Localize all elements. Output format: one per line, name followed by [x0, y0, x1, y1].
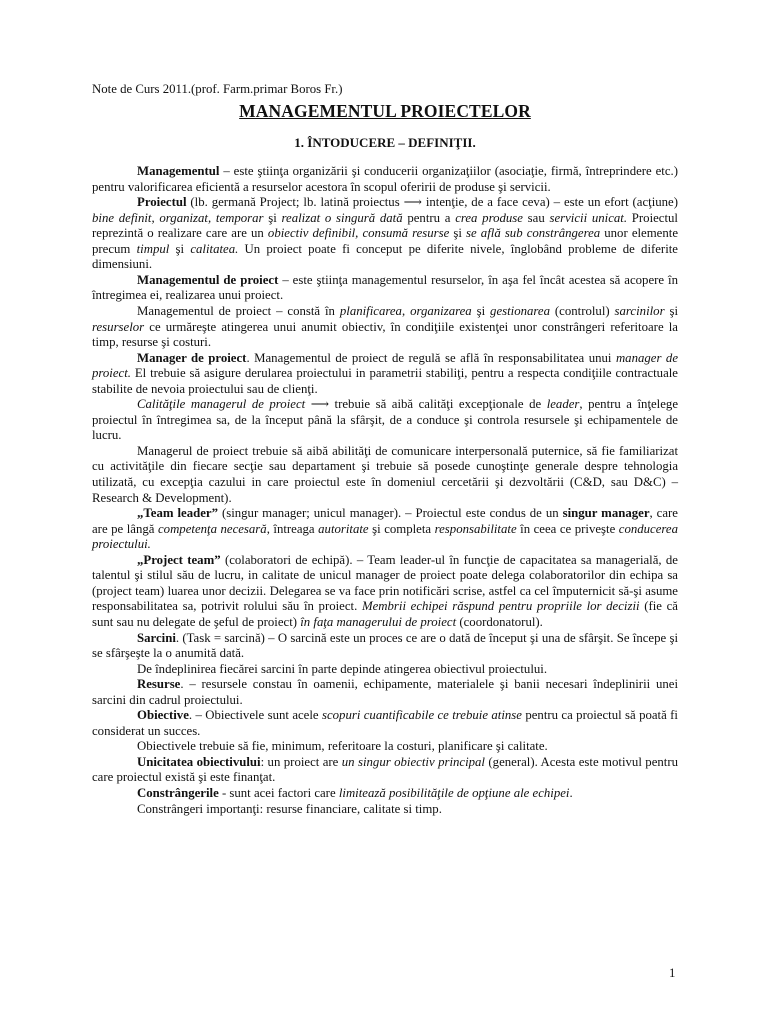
text-run: . Managementul de proiect de regulă se află în responsabilitatea unui	[246, 350, 616, 365]
text-run: Un proiect poate fi conceput pe diferite nivele, înglobând probleme de diferite dimensiuni.	[92, 241, 678, 272]
paragraph	[92, 506, 678, 553]
paragraph	[92, 304, 678, 351]
italic-phrase: crea produse	[455, 210, 523, 225]
bold-term: „Project team”	[137, 552, 221, 567]
text-run: şi	[263, 210, 282, 225]
italic-phrase: se află sub constrângerea	[466, 226, 601, 241]
text-run: Proiectul reprezintă o realizare care are un	[92, 210, 678, 241]
text-run: , întreaga	[266, 521, 319, 536]
bold-term: „Team leader”	[137, 506, 218, 521]
italic-phrase: gestionarea	[490, 304, 550, 319]
section-title: 1. ÎNTODUCERE – DEFINIŢII.	[294, 134, 476, 150]
text-run: unor elemente precum	[92, 226, 679, 256]
italic-phrase: calitatea.	[190, 241, 239, 256]
paragraph	[92, 708, 678, 739]
bold-term: singur manager	[562, 506, 650, 521]
bold-term: Managementul	[137, 164, 220, 179]
bold-term: Unicitatea obiectivului	[137, 754, 261, 769]
italic-phrase: scopuri cuantificabile ce trebuie atinse	[321, 708, 522, 723]
paragraph	[92, 786, 678, 802]
text-run: şi	[169, 241, 191, 256]
paragraph	[92, 195, 678, 273]
italic-phrase: un singur obiectiv principal	[341, 754, 485, 769]
italic-phrase: în faţa managerului de proiect	[300, 614, 457, 629]
text-run: (colaboratori de echipă). – Team leader-ul în funcţie de capacitatea sa managerială, de talentul şi stilul său de lucru, in calitate de unicul manager de proiect poate delega colaboratorilor din echipa sa (project team) luarea unor decizii. Delegarea se va face prin notificări scrise, astfel ca cel împuternicit să-şi asume responsabilitatea sa, potrivit rolului său în proiect.	[92, 552, 678, 614]
text-run: : un proiect are	[260, 754, 342, 769]
paragraph	[92, 351, 678, 398]
text-run: ,	[401, 304, 411, 319]
italic-phrase: servicii unicat.	[549, 210, 628, 225]
paragraph	[92, 164, 678, 195]
text-run: . – Obiectivele sunt acele	[188, 708, 322, 723]
page-number: 1	[669, 966, 676, 980]
paragraph	[92, 631, 678, 662]
text-run: .	[569, 785, 573, 800]
italic-phrase: competenţa necesară	[157, 521, 267, 536]
text-run: El trebuie să asigure derularea proiectului in parametrii stabiliţi, pentru a respecta condiţiile contractuale stabilite de nevoia proiectului sau de clienţi.	[92, 366, 678, 396]
paragraph	[92, 677, 678, 708]
paragraph	[92, 662, 678, 678]
document-title: MANAGEMENTUL PROIECTELOR	[239, 100, 531, 121]
bold-term: Proiectul	[137, 195, 187, 210]
document-page	[92, 82, 678, 817]
text-run: şi	[664, 304, 679, 319]
italic-phrase: resurselor	[92, 319, 145, 334]
bold-term: Constrângerile	[137, 785, 219, 800]
text-run: Obiectivele trebuie să fie, minimum, referitoare la costuri, planificare şi calitate.	[137, 739, 548, 754]
paragraph	[92, 739, 678, 755]
italic-phrase: leader	[546, 397, 580, 412]
bold-term: Sarcini	[137, 630, 176, 645]
text-run: De îndeplinirea fiecărei sarcini în parte depinde atingerea obiectivul proiectului.	[137, 661, 548, 676]
italic-phrase: limitează posibilităţile de opţiune ale echipei	[338, 785, 570, 800]
italic-phrase: manager de proiect.	[92, 350, 678, 381]
italic-phrase: organizarea	[410, 304, 472, 319]
italic-phrase: obiectiv definibil, consumă resurse	[267, 226, 450, 241]
text-run: Managerul de proiect trebuie să aibă abilităţi de comunicare interpersonală puternice, să fie familiarizat cu activităţile din fiecare secţie sau departament şi trebuie să posede cunoştinţe generale despre tehnologia utilizată, cu excepţia cazului in care proiectul este în domeniul cercetării şi dezvoltării (C&D, sau D&C) – Research & Development).	[92, 443, 678, 505]
paragraph	[92, 397, 678, 444]
italic-phrase: autoritate	[318, 521, 369, 536]
text-run: – este ştiinţa managementul resurselor, în aşa fel încât acestea să acopere în întregimea ei, realizarea unui proiect.	[92, 272, 678, 303]
body-text	[92, 164, 678, 817]
italic-phrase: realizat o singură dată	[281, 210, 403, 225]
italic-phrase: Calităţile managerul de proiect	[137, 397, 306, 412]
paragraph	[92, 802, 678, 818]
italic-phrase: responsabilitate	[434, 521, 517, 536]
text-run: (controlul)	[550, 304, 615, 319]
course-note-header: Note de Curs 2011.(prof. Farm.primar Boros Fr.)	[92, 82, 343, 96]
text-run: (fie că sunt sau nu delegate de şeful de proiect)	[92, 599, 678, 629]
text-run: ce urmăreşte atingerea unui anumit obiectiv, în condiţiile existenţei unor constrângeri referitoare la timp, resurse şi costuri.	[92, 319, 678, 350]
bold-term: Obiective	[137, 708, 189, 723]
text-run: (lb. germană Project; lb. latină proiectus ⟶ intenţie, de a face ceva) – este un efort (acţiune)	[186, 195, 678, 210]
text-run: în ceea ce priveşte	[516, 521, 619, 536]
paragraph	[92, 273, 678, 304]
text-run: sau	[522, 210, 550, 225]
text-run: – este ştiinţa organizării şi conducerii organizaţiilor (asociaţie, firmă, întreprindere etc.) pentru valorificarea eficientă a resurselor acestora în scopul oferirii de produse şi servicii.	[92, 164, 678, 194]
text-run: (coordonatorul).	[456, 614, 543, 629]
italic-phrase: conducerea proiectului.	[92, 521, 678, 552]
paragraph	[92, 755, 678, 786]
italic-phrase: Membrii echipei răspund pentru propriile lor decizii	[361, 599, 640, 614]
text-run: , pentru a înţelege proiectul în întregimea sa, de la început până la sfârşit, de a conduce şi controla resursele şi echipamentele de lucru.	[92, 397, 678, 443]
text-run: pentru a	[402, 210, 456, 225]
text-run: - sunt acei factori care	[218, 785, 339, 800]
text-run: pentru ca proiectul să poată fi considerat un succes.	[92, 708, 678, 738]
paragraph	[92, 553, 678, 631]
text-run: Managementul de proiect – constă în	[137, 304, 340, 319]
paragraph	[92, 444, 678, 506]
italic-phrase: bine definit, organizat, temporar	[92, 210, 264, 225]
text-run: şi	[471, 304, 491, 319]
italic-phrase: planificarea	[339, 304, 402, 319]
text-run: . – resursele constau în oamenii, echipamente, materialele şi banii necesari îndeplinirii unei sarcini din cadrul proiectului.	[92, 677, 678, 707]
text-run: Constrângeri importanţi: resurse financiare, calitate si timp.	[137, 801, 442, 816]
text-run: , care are pe lângă	[92, 506, 678, 536]
text-run: şi	[449, 226, 467, 241]
italic-phrase: timpul	[136, 241, 170, 256]
bold-term: Resurse	[137, 677, 181, 692]
text-run: şi completa	[368, 521, 435, 536]
text-run: (general). Acesta este motivul pentru care proiectul există şi este finanţat.	[92, 754, 678, 785]
bold-term: Manager de proiect	[137, 350, 247, 365]
text-run: ⟶ trebuie să aibă calităţi excepţionale de	[305, 397, 547, 412]
text-run: . (Task = sarcină) – O sarcină este un proces ce are o dată de început şi una de sfârşit. Se începe şi se sfârşeşte la o anumită dată.	[92, 630, 678, 661]
bold-term: Managementul de proiect	[137, 272, 279, 287]
italic-phrase: sarcinilor	[614, 304, 665, 319]
text-run: (singur manager; unicul manager). – Proiectul este condus de un	[217, 506, 563, 521]
